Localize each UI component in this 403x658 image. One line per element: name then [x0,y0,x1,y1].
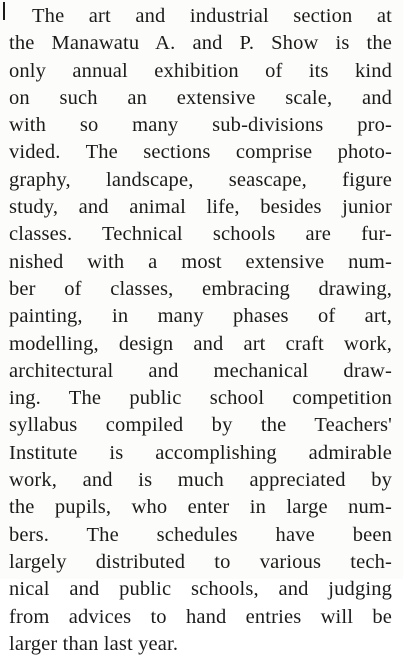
text-line: larger than last year. [9,632,179,655]
text-line: work, and is much appreciated by [9,469,392,492]
text-line: painting, in many phases of art, [9,305,392,328]
text-line: the Manawatu A. and P. Show is the [9,32,392,55]
text-line: Institute is accomplishing admirable [9,441,392,464]
text-line: largely distributed to various tech- [9,550,392,573]
text-line: The art and industrial section at [32,5,392,27]
text-line: nished with a most extensive num- [9,250,392,273]
text-line: vided. The sections comprise photo- [9,141,392,164]
text-line: study, and animal life, besides junior [9,196,392,219]
text-line: with so many sub-divisions pro- [9,114,392,137]
text-line: on such an extensive scale, and [9,86,392,109]
article-paragraph [0,3,403,658]
text-line: architectural and mechanical draw- [9,359,392,382]
text-line: bers. The schedules have been [9,523,392,546]
text-line: from advices to hand entries will be [9,605,392,628]
text-line: ber of classes, embracing drawing, [9,277,392,300]
text-line: classes. Technical schools are fur- [9,223,392,246]
text-line: the pupils, who enter in large num- [9,496,392,519]
text-line: graphy, landscape, seascape, figure [9,168,392,191]
text-line: only annual exhibition of its kind [9,59,392,82]
text-line: syllabus compiled by the Teachers' [9,414,392,437]
text-line: ing. The public school competition [9,387,392,410]
text-line: modelling, design and art craft work, [9,332,392,355]
text-line: nical and public schools, and judging [9,578,392,601]
